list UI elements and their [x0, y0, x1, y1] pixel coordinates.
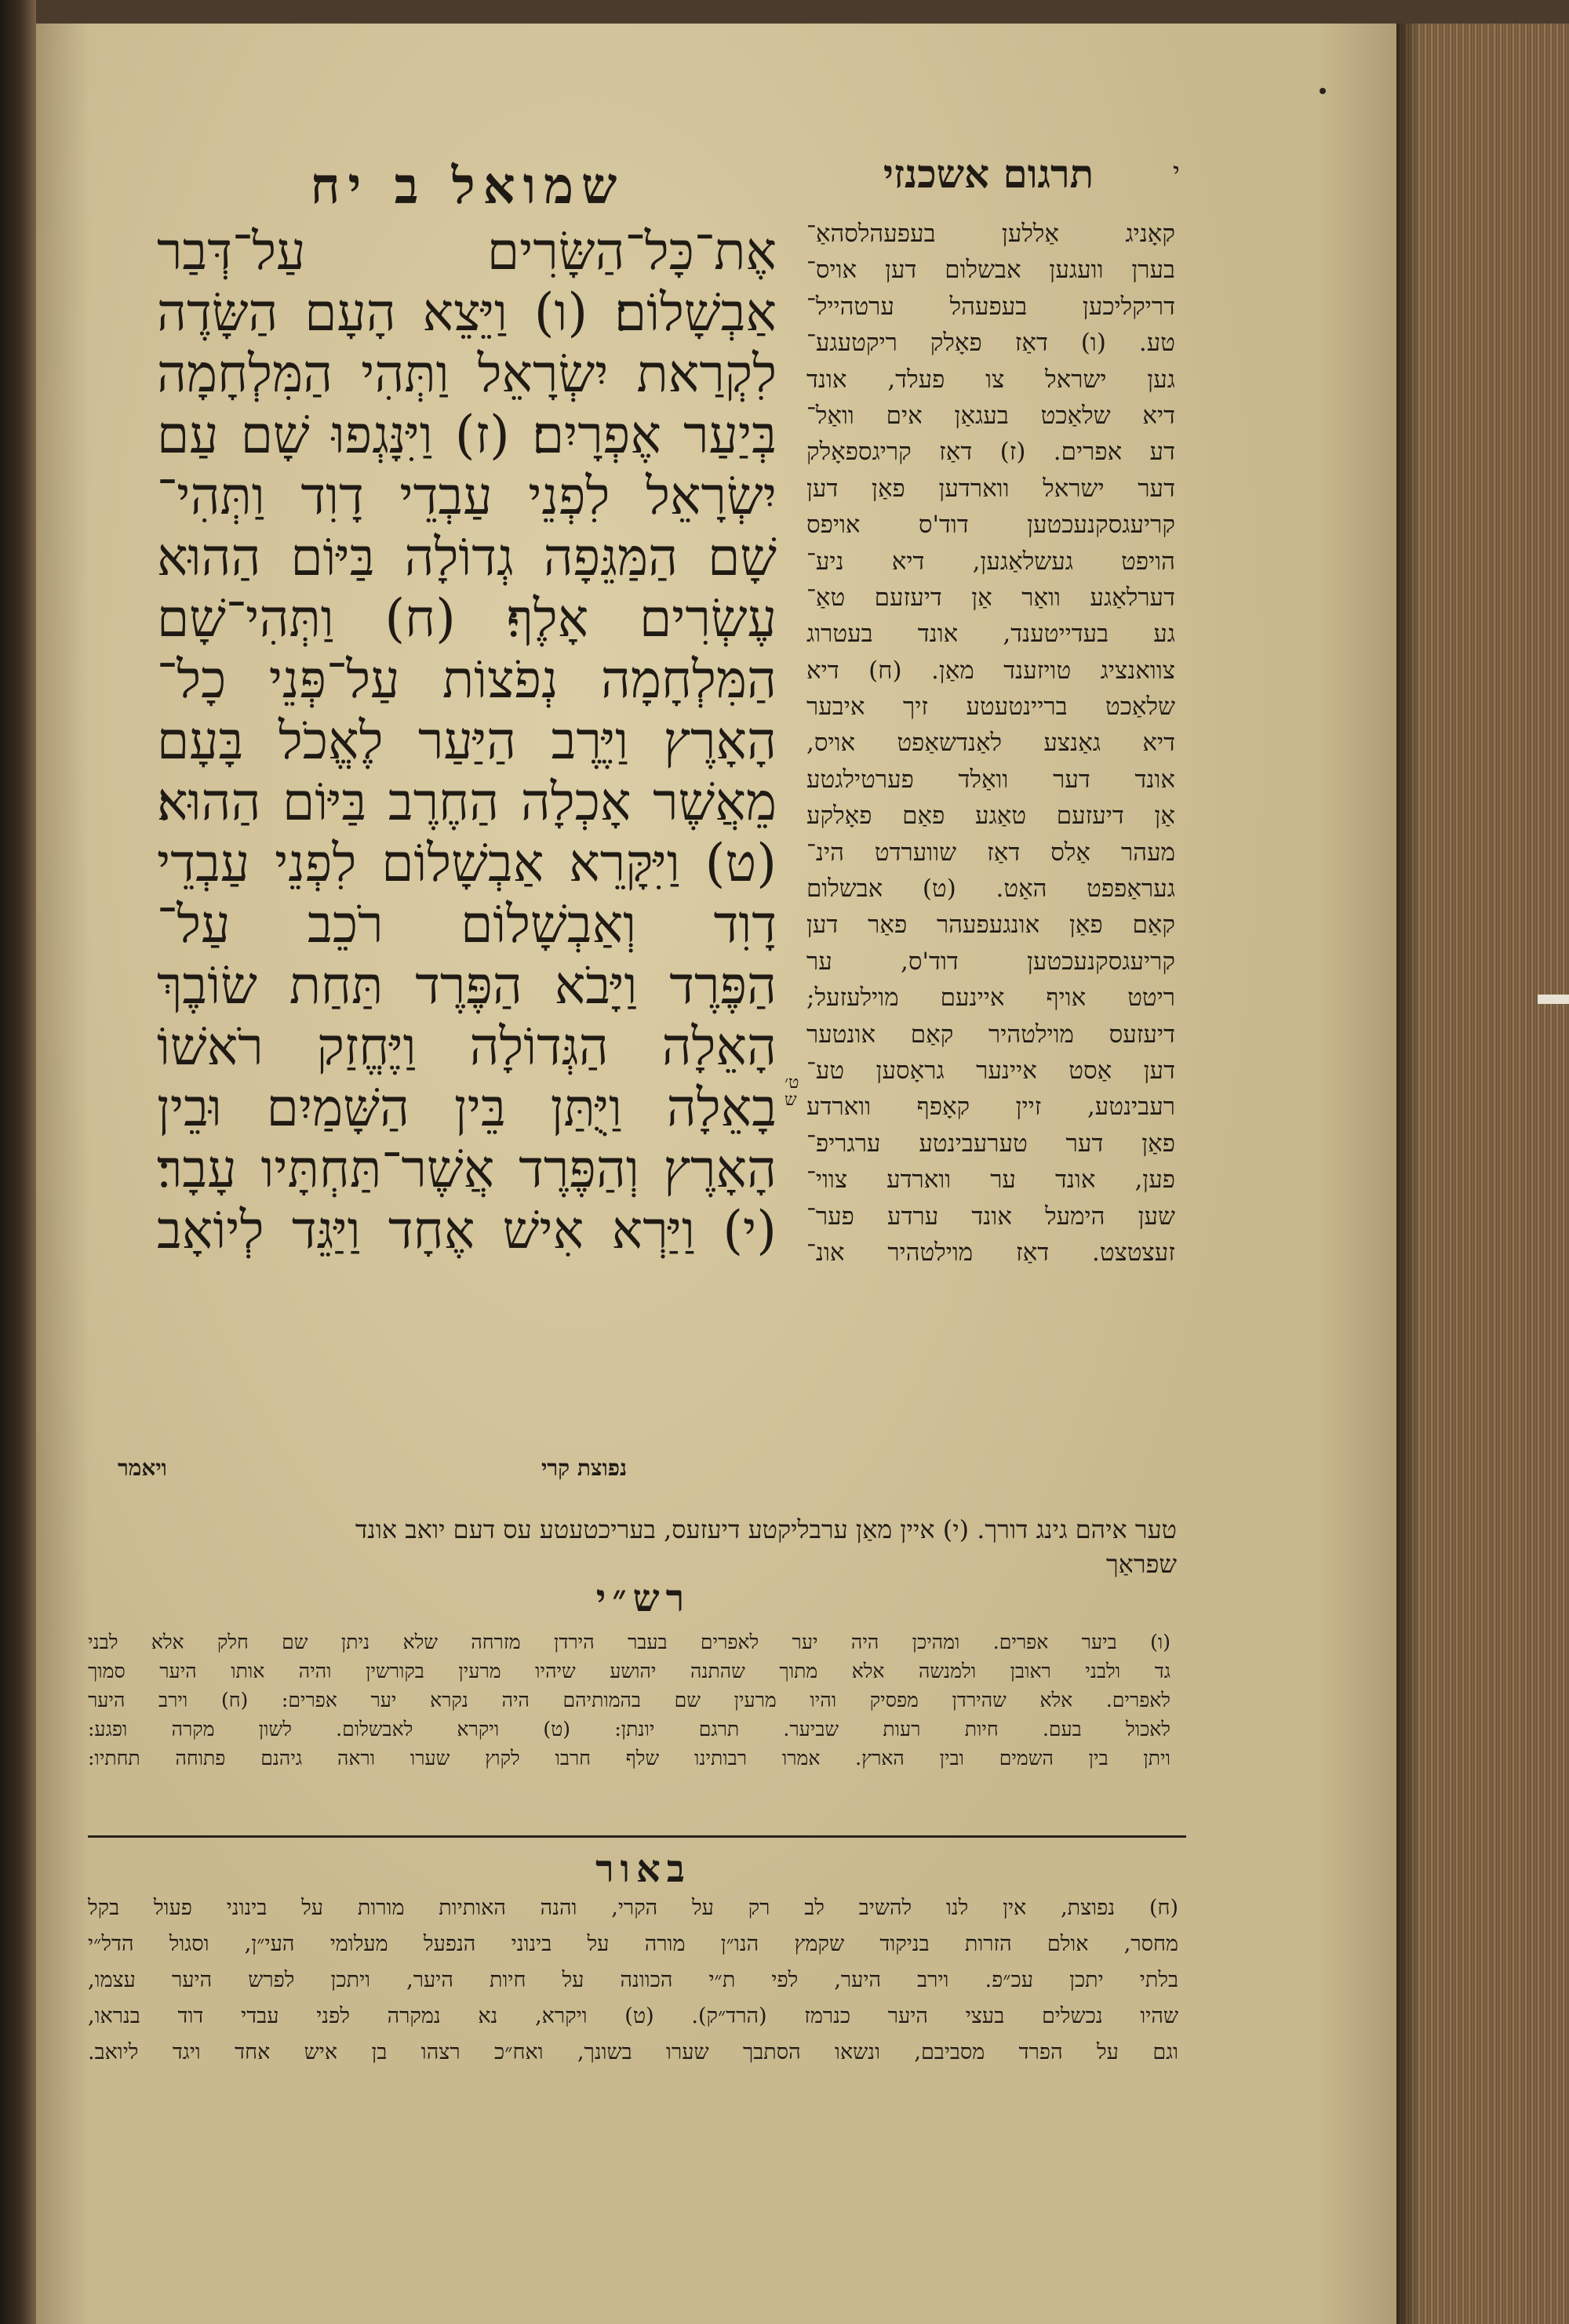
translation-line: דריקליכען בעפעהל ערטהייל־ [806, 292, 1175, 321]
paper-tab [1538, 995, 1569, 1004]
biur-line: מחסר, אולם הזרות בניקוד שקמץ הנו״ן מורה על בינוני הנפעל מעלומי העי״ן, וסגול הדל״י [88, 1932, 1178, 1956]
translation-line: פאַן דער טערעבינטע ערגריפ־ [806, 1129, 1175, 1158]
translation-column [806, 216, 1175, 1271]
biur-line: שהיו נכשלים בעצי היער כנרמז (הרד״ק). (ט) ויקרא, נא נמקרה לפני עבדי דוד בנראו, [88, 2004, 1178, 2028]
continuation-line: שפראַך [1105, 1549, 1177, 1579]
continuation-line: טער איהם גינג דורך. (י) איין מאַן ערבליקטע דיעזעס, בעריכטעטע עס דעם יואב אונד [355, 1515, 1177, 1544]
main-text-line: שָׁם הַמַּגֵּפָה גְדוֹלָה בַּיּוֹם הַהוּא [157, 527, 777, 587]
translation-header: תרגום אשכנזי [883, 151, 1094, 197]
main-text-line: אֶת־כָּל־הַשָּׂרִים עַל־דְּבַר [157, 221, 777, 282]
main-text-line: בְּיַעַר אֶפְרָיִם׃ (ז) וַיִּנָּגְפוּ שָׁם עַם [157, 405, 777, 465]
translation-line: דיא שלאַכט בעגאַן אים וואַל־ [806, 401, 1175, 430]
translation-line: טע. (ו) דאַז פאָלק ריקטעגע־ [806, 329, 1175, 358]
translation-line: גע בעדייטענד, אונד בעטרוג [806, 620, 1175, 649]
qere-note: נפוצת קרי [541, 1455, 628, 1481]
translation-line: פען, אונד ער ווארדע צווי־ [806, 1166, 1175, 1195]
book-header: שמואל ב יח [310, 157, 625, 216]
main-text-line: הָאָרֶץ וְהַפֶּרֶד אֲשֶׁר־תַּחְתָּיו עָבָר׃ [157, 1139, 777, 1199]
main-text-line: אַבְשָׁלוֹם׃ (ו) וַיֵּצֵא הָעָם הַשָּׂדֶה [157, 282, 777, 343]
translation-line: גען ישראל צו פעלד, אונד [806, 365, 1175, 394]
main-text-line: דָוִד וְאַבְשָׁלוֹם רֹכֵב עַל־ [157, 894, 777, 955]
main-text-line: (י) וַיַּרְא אִישׁ אֶחָד וַיַּגֵּד לְיוֹאָב [157, 1200, 777, 1260]
biur-heading: באור [595, 1847, 691, 1891]
translation-continuation [118, 1512, 1177, 1581]
rashi-line: ויתן בין השמים ובין הארץ. אמרו רבותינו שלף חרבו לקוץ שערו וראה גיהנם פתוחה תחתיו: [88, 1747, 1170, 1769]
translation-line: דער ישראל ווארדען פאַן דען [806, 474, 1175, 503]
book-spine [0, 0, 36, 2324]
translation-line: שען הימעל אונד ערדע פער־ [806, 1202, 1175, 1231]
translation-line: דען אַסט איינער גראָסען טע־ [806, 1056, 1175, 1085]
translation-line: בערן וועגען אבשלום דען אויס־ [806, 256, 1175, 285]
section-divider [88, 1835, 1186, 1838]
translation-line: קריעגסקנעכטען דוד'ס אויפס [806, 511, 1175, 540]
main-text-line: הַמִּלְחָמָה נְפֹצוֹת עַל־פְּנֵי כָל־ [157, 649, 777, 710]
rashi-line: לאכול בעם. חיות רעות שביער. תרגם יונתן: (ט) ויקרא לאבשלום. לשון מקרה ופגע: [88, 1718, 1170, 1740]
marginal-note: ט׳ ש [784, 1073, 799, 1110]
translation-line: דיעזעס מוילטהיר קאַם אונטער [806, 1020, 1175, 1049]
translation-line: געראַפפט האַט. (ט) אבשלום [806, 875, 1175, 904]
main-text-line: בָאֵלָה וַיֻּתַּן בֵּין הַשָּׁמַיִם וּבֵין [157, 1078, 777, 1138]
biur-line: בלתי יתכן עכ״פ. וירב היער, לפי ת״י הכוונה על חיות היער, ויתכן לפרש היער עצמו, [88, 1968, 1178, 1992]
biur-commentary [88, 1890, 1178, 2071]
main-text-line: הַפֶּרֶד וַיָּבֹא הַפֶּרֶד תַּחַת שׂוֹבֶךְ [157, 955, 777, 1016]
page-gutter-shadow [1396, 24, 1420, 2324]
translation-line: רעבינטע, זיין קאָפף ווארדע [806, 1093, 1175, 1122]
translation-line: אונד דער וואַלד פערטילגטע [806, 765, 1175, 794]
main-hebrew-text [157, 221, 777, 1261]
translation-line: קריעגסקנעכטען דוד'ס, ער [806, 947, 1175, 976]
translation-line: צוואנציג טויזענד מאַן. (ח) דיא [806, 656, 1175, 685]
translation-line: דע אפרים. (ז) דאַז קריגספאָלק [806, 438, 1175, 467]
translation-line: אַן דיעזעם טאַגע פאַם פאָלקע [806, 802, 1175, 831]
ink-dot [1320, 88, 1326, 94]
translation-line: ריטט אויף איינעם מוילעזעל; [806, 984, 1175, 1013]
rashi-line: (ו) ביער אפרים. ומהיכן היה יער לאפרים בעבר הירדן מזרחה שלא ניתן שם חלק אלא לבני [88, 1631, 1170, 1653]
rashi-heading: רש״י [595, 1577, 691, 1620]
main-text-line: מֵאֲשֶׁר אָכְלָה הַחֶרֶב בַּיּוֹם הַהוּא׃ [157, 772, 777, 832]
main-text-line: (ט) וַיִּקָּרֵא אַבְשָׁלוֹם לִפְנֵי עַבְדֵי [157, 833, 777, 893]
biur-line: (ח) נפוצת, אין לנו להשיב לב רק על הקרי, והנה האותיות מורות על בינוני פעול בקל [88, 1896, 1178, 1920]
translation-line: דיא גאַנצע לאַנדשאַפט אויס, [806, 729, 1175, 758]
translation-line: שלאַכט בריינטעטע זיך איבער [806, 693, 1175, 722]
translation-line: הויפט געשלאַגען, דיא ניע־ [806, 547, 1175, 576]
biur-line: וגם על הפרד מסביבם, ונשאו הסתבך שערו בשונך, ואח״כ רצהו בן איש אחד ויגד ליואב. [88, 2040, 1178, 2064]
translation-line: מעהר אַלס דאַז שווערדט הינ־ [806, 838, 1175, 867]
main-text-line: הָאָרֶץ וַיֶּרֶב הַיַּעַר לֶאֱכֹל בָּעָם [157, 711, 777, 771]
translation-line: קאָניג אַללען בעפעהלסהאַ־ [806, 220, 1175, 248]
main-text-line: יִשְׂרָאֵל לִפְנֵי עַבְדֵי דָוִד וַתְּהִי־ [157, 466, 777, 526]
main-text-line: לִקְרַאת יִשְׂרָאֵל וַתְּהִי הַמִּלְחָמָה [157, 344, 777, 404]
translation-line: דערלאַגע וואַר אַן דיעזעם טאַ־ [806, 583, 1175, 612]
translation-line: קאַם פאַן אונגעפעהר פאַר דען [806, 911, 1175, 940]
page-edges [1396, 24, 1569, 2324]
column-marker: י [1173, 157, 1180, 188]
main-text-line: עֶשְׂרִים אָלֶף׃ (ח) וַתְּהִי־שָׁם [157, 588, 777, 649]
main-text-line: הָאֵלָה הַגְּדוֹלָה וַיֶּחֱזַק רֹאשׁוֹ [157, 1017, 777, 1077]
rashi-line: לאפרים. אלא שהירדן מפסיק והיו מרעין שם בהמותיהם היה נקרא יער אפרים: (ח) וירב היער [88, 1689, 1170, 1711]
rashi-line: גד ולבני ראובן ולמנשה אלא מתוך שהתנה יהושע שיהיו מרעין בקורשין והיה אותו היער סמוך [88, 1660, 1170, 1682]
rashi-commentary [88, 1628, 1170, 1773]
catchword: ויאמר [118, 1455, 167, 1481]
translation-line: זעצטצט. דאַז מוילטהיר אונ־ [806, 1238, 1175, 1267]
